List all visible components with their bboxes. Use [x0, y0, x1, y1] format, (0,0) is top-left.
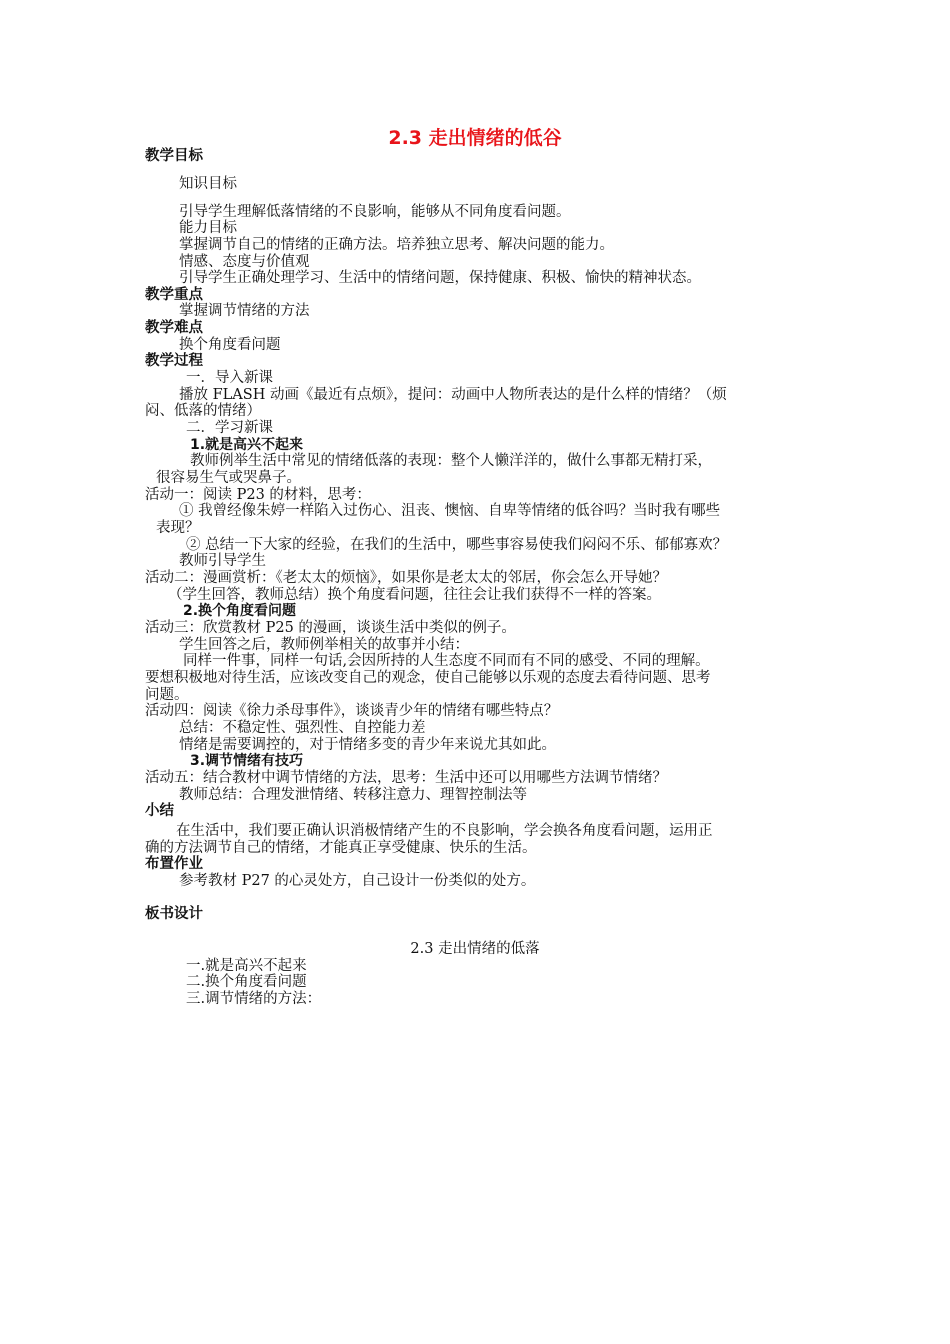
objectives-heading: 教学目标: [145, 148, 203, 164]
section-2-heading: 2.换个角度看问题: [183, 603, 297, 619]
intro-label: 一．导入新课: [186, 370, 273, 386]
key-point-heading: 教学重点: [145, 287, 203, 303]
activity-4-summary: 总结：不稳定性、强烈性、自控能力差: [179, 720, 426, 736]
activity-3-summary-2: 要想积极地对待生活，应该改变自己的观念，使自己能够以乐观的态度去看待问题、思考: [145, 670, 711, 686]
section-1-line-2: 很容易生气或哭鼻子。: [156, 470, 301, 486]
knowledge-objective-text: 引导学生理解低落情绪的不良影响，能够从不同角度看问题。: [179, 204, 571, 220]
ability-objective-label: 能力目标: [179, 220, 237, 236]
activity-5: 活动五：结合教材中调节情绪的方法，思考：生活中还可以用哪些方法调节情绪？: [145, 770, 667, 786]
board-item-1: 一.就是高兴不起来: [186, 958, 307, 974]
intro-line-1: 播放 FLASH 动画《最近有点烦》，提问：动画中人物所表达的是什么样的情绪？（烦: [179, 387, 727, 403]
new-lesson-label: 二．学习新课: [186, 420, 273, 436]
values-objective-label: 情感、态度与价值观: [179, 254, 310, 270]
activity-3-summary-3: 问题。: [145, 687, 189, 703]
values-objective-text: 引导学生正确处理学习、生活中的情绪问题，保持健康、积极、愉快的精神状态。: [179, 270, 701, 286]
activity-4: 活动四：阅读《徐力杀母事件》，谈谈青少年的情绪有哪些特点？: [145, 703, 559, 719]
key-point-text: 掌握调节情绪的方法: [179, 303, 310, 319]
ability-objective-text: 掌握调节自己的情绪的正确方法。培养独立思考、解决问题的能力。: [179, 237, 614, 253]
difficulty-text: 换个角度看问题: [179, 337, 281, 353]
section-1-line-1: 教师例举生活中常见的情绪低落的表现：整个人懒洋洋的，做什么事都无精打采，: [190, 453, 712, 469]
difficulty-heading: 教学难点: [145, 320, 203, 336]
activity-1-guide: 教师引导学生: [179, 553, 266, 569]
activity-1-question-1: ① 我曾经像朱婷一样陷入过伤心、沮丧、懊恼、自卑等情绪的低谷吗？当时我有哪些: [179, 503, 721, 519]
activity-1-question-1-cont: 表现？: [156, 520, 200, 536]
board-heading: 板书设计: [145, 906, 203, 922]
page-title: 2.3 走出情绪的低谷: [388, 127, 562, 149]
knowledge-objective-label: 知识目标: [179, 176, 237, 192]
activity-2: 活动二：漫画赏析：《老太太的烦恼》，如果你是老太太的邻居，你会怎么开导她？: [145, 570, 667, 586]
homework-heading: 布置作业: [145, 856, 203, 872]
board-item-2: 二.换个角度看问题: [186, 974, 307, 990]
summary-line-1: 在生活中，我们要正确认识消极情绪产生的不良影响，学会换各角度看问题，运用正: [176, 823, 713, 839]
homework-text: 参考教材 P27 的心灵处方，自己设计一份类似的处方。: [179, 873, 536, 889]
intro-line-2: 闷、低落的情绪）: [145, 403, 261, 419]
activity-1: 活动一：阅读 P23 的材料，思考：: [145, 487, 371, 503]
activity-5-summary: 教师总结：合理发泄情绪、转移注意力、理智控制法等: [179, 787, 527, 803]
summary-line-2: 确的方法调节自己的情绪，才能真正享受健康、快乐的生活。: [145, 840, 537, 856]
board-title: 2.3 走出情绪的低落: [410, 941, 540, 957]
section-1-heading: 1.就是高兴不起来: [190, 437, 304, 453]
activity-1-question-2: ② 总结一下大家的经验，在我们的生活中，哪些事容易使我们闷闷不乐、郁郁寡欢？: [186, 537, 728, 553]
activity-3: 活动三：欣赏教材 P25 的漫画，谈谈生活中类似的例子。: [145, 620, 516, 636]
section-3-heading: 3.调节情绪有技巧: [190, 753, 304, 769]
summary-heading: 小结: [145, 803, 174, 819]
process-heading: 教学过程: [145, 353, 203, 369]
activity-3-after: 学生回答之后，教师例举相关的故事并小结：: [179, 637, 469, 653]
activity-3-summary-1: 同样一件事，同样一句话,会因所持的人生态度不同而有不同的感受、不同的理解。: [183, 653, 710, 669]
board-item-3: 三.调节情绪的方法：: [186, 991, 322, 1007]
activity-4-note: 情绪是需要调控的，对于情绪多变的青少年来说尤其如此。: [179, 737, 556, 753]
activity-2-answer: （学生回答，教师总结）换个角度看问题，往往会让我们获得不一样的答案。: [168, 587, 661, 603]
